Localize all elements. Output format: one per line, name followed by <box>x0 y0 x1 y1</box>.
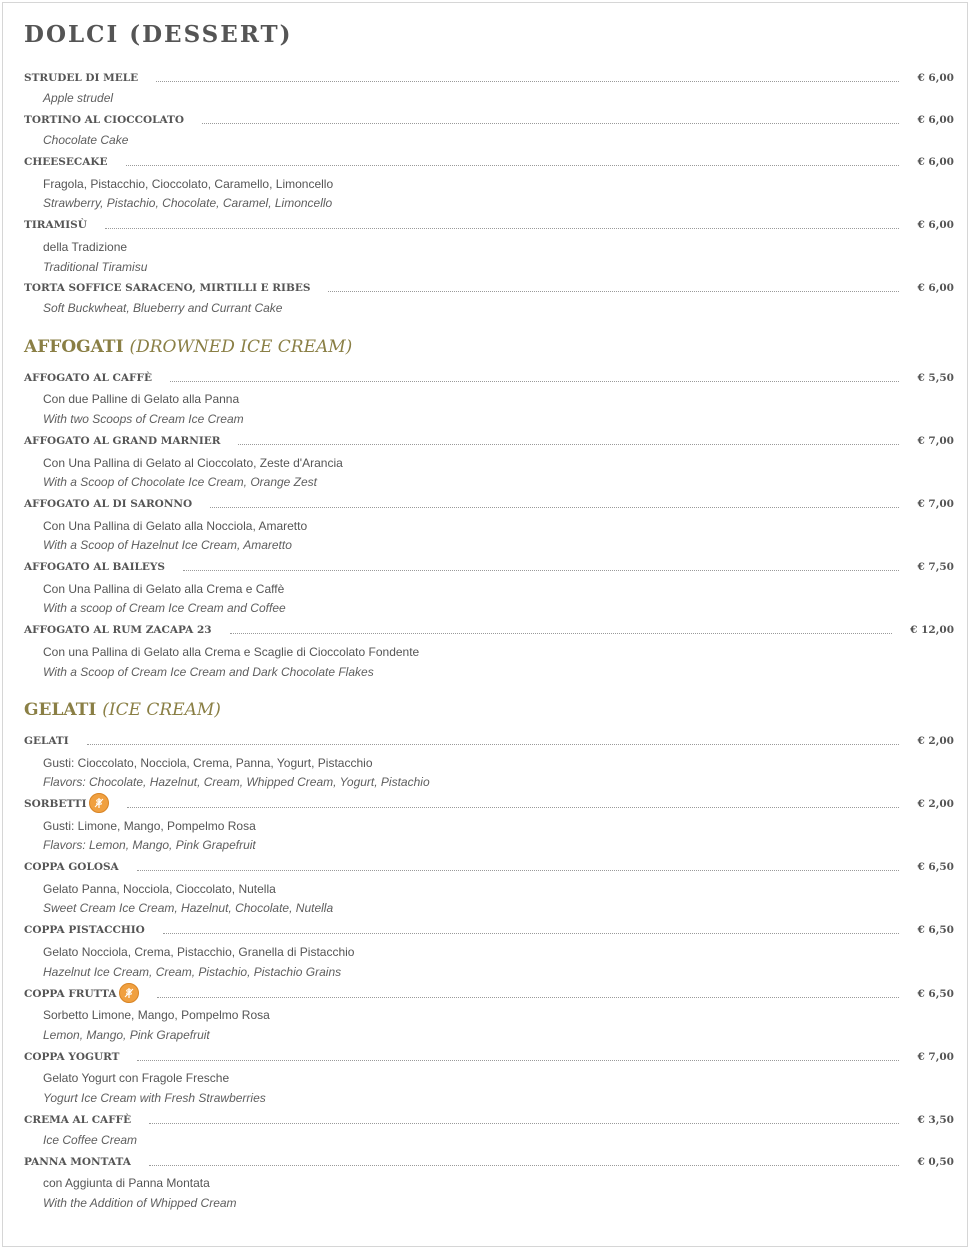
menu-item-crema-caffe <box>24 1111 954 1129</box>
section-title-gelati <box>24 700 221 720</box>
item-name: STRUDEL DI MELE <box>24 72 139 84</box>
menu-item-torta <box>24 279 954 297</box>
item-price: € 7,00 <box>917 1051 954 1063</box>
dot-leader <box>126 165 900 166</box>
item-description-en: With the Addition of Whipped Cream <box>43 1196 237 1210</box>
dot-leader <box>105 228 900 229</box>
dot-leader <box>210 507 899 508</box>
dot-leader <box>137 1060 899 1061</box>
menu-item-gelati <box>24 732 954 750</box>
item-description-en: With a scoop of Cream Ice Cream and Coffee <box>43 601 286 615</box>
menu-item-coppa-golosa <box>24 858 954 876</box>
section-name: GELATI <box>24 700 97 720</box>
menu-page <box>2 2 968 1247</box>
dot-leader <box>127 807 900 808</box>
item-name-wrap <box>24 793 109 815</box>
item-description-en: Soft Buckwheat, Blueberry and Currant Cake <box>43 301 283 315</box>
section-title-affogati <box>24 337 352 357</box>
item-description-it: Con Una Pallina di Gelato alla Nocciola, Amaretto <box>43 519 308 533</box>
dot-leader <box>137 870 900 871</box>
item-description-it: con Aggiunta di Panna Montata <box>43 1176 210 1190</box>
item-name: PANNA MONTATA <box>24 1156 131 1168</box>
item-description-en: Ice Coffee Cream <box>43 1133 138 1147</box>
item-price: € 6,50 <box>917 924 954 936</box>
menu-item-coppa-pistacchio <box>24 921 954 939</box>
dot-leader <box>328 291 899 292</box>
item-price: € 6,00 <box>917 114 954 126</box>
menu-item-coppa-yogurt <box>24 1048 954 1066</box>
item-price: € 0,50 <box>917 1156 954 1168</box>
section-subtitle: (ICE CREAM) <box>102 700 221 720</box>
dot-leader <box>87 744 900 745</box>
item-description-it: Gusti: Cioccolato, Nocciola, Crema, Panna, Yogurt, Pistacchio <box>43 756 373 770</box>
dot-leader <box>149 1165 900 1166</box>
item-name: SORBETTI <box>24 798 87 810</box>
wheat-free-icon <box>119 983 139 1003</box>
dot-leader <box>170 381 899 382</box>
item-price: € 6,50 <box>917 988 954 1000</box>
item-description-en: Traditional Tiramisu <box>43 260 148 274</box>
item-description-en: Strawberry, Pistachio, Chocolate, Caramel, Limoncello <box>43 196 333 210</box>
menu-item-cheesecake <box>24 153 954 171</box>
item-description-it: Fragola, Pistacchio, Cioccolato, Caramello, Limoncello <box>43 177 334 191</box>
item-description-en: Flavors: Chocolate, Hazelnut, Cream, Whipped Cream, Yogurt, Pistachio <box>43 775 430 789</box>
item-description-en: Lemon, Mango, Pink Grapefruit <box>43 1028 210 1042</box>
item-price: € 3,50 <box>917 1114 954 1126</box>
item-description-en: Chocolate Cake <box>43 133 129 147</box>
item-name: COPPA GOLOSA <box>24 861 119 873</box>
item-name: AFFOGATO AL RUM ZACAPA 23 <box>24 624 212 636</box>
wheat-free-icon <box>89 793 109 813</box>
item-name: AFFOGATO AL DI SARONNO <box>24 498 193 510</box>
item-name: AFFOGATO AL BAILEYS <box>24 561 165 573</box>
menu-item-coppa-frutta <box>24 985 954 1003</box>
menu-item-affogato-rum <box>24 621 954 639</box>
item-description-it: Con due Palline di Gelato alla Panna <box>43 392 240 406</box>
item-name: COPPA FRUTTA <box>24 988 117 1000</box>
item-name: CHEESECAKE <box>24 156 108 168</box>
item-description-en: Sweet Cream Ice Cream, Hazelnut, Chocolate, Nutella <box>43 901 334 915</box>
item-price: € 6,50 <box>917 861 954 873</box>
item-name: TORTINO AL CIOCCOLATO <box>24 114 185 126</box>
menu-item-strudel <box>24 69 954 87</box>
item-name: TORTA SOFFICE SARACENO, MIRTILLI E RIBES <box>24 282 311 294</box>
item-price: € 2,00 <box>917 735 954 747</box>
item-price: € 6,00 <box>917 219 954 231</box>
item-price: € 12,00 <box>910 624 954 636</box>
item-description-en: With two Scoops of Cream Ice Cream <box>43 412 244 426</box>
item-description-en: With a Scoop of Cream Ice Cream and Dark Chocolate Flakes <box>43 665 374 679</box>
item-price: € 6,00 <box>917 156 954 168</box>
dot-leader <box>238 444 899 445</box>
menu-item-affogato-baileys <box>24 558 954 576</box>
dot-leader <box>149 1123 899 1124</box>
item-description-it: Con Una Pallina di Gelato al Cioccolato, Zeste d'Arancia <box>43 456 343 470</box>
item-description-it: Gusti: Limone, Mango, Pompelmo Rosa <box>43 819 256 833</box>
item-name: COPPA PISTACCHIO <box>24 924 145 936</box>
item-description-en: Hazelnut Ice Cream, Cream, Pistachio, Pistachio Grains <box>43 965 342 979</box>
dot-leader <box>163 933 900 934</box>
item-name: CREMA AL CAFFÈ <box>24 1114 132 1126</box>
item-name: COPPA YOGURT <box>24 1051 120 1063</box>
section-name: AFFOGATI <box>24 337 124 357</box>
item-description-it: Gelato Panna, Nocciola, Cioccolato, Nutella <box>43 882 276 896</box>
item-description-en: Yogurt Ice Cream with Fresh Strawberries <box>43 1091 266 1105</box>
dot-leader <box>183 570 900 571</box>
item-description-en: With a Scoop of Chocolate Ice Cream, Orange Zest <box>43 475 318 489</box>
item-price: € 7,50 <box>917 561 954 573</box>
item-price: € 6,00 <box>917 72 954 84</box>
item-description-it: Con una Pallina di Gelato alla Crema e Scaglie di Cioccolato Fondente <box>43 645 420 659</box>
item-name: TIRAMISÙ <box>24 219 87 231</box>
item-description-en: Flavors: Lemon, Mango, Pink Grapefruit <box>43 838 256 852</box>
item-description-it: della Tradizione <box>43 240 128 254</box>
dot-leader <box>202 123 899 124</box>
item-name: GELATI <box>24 735 69 747</box>
item-description-en: Apple strudel <box>43 91 114 105</box>
dot-leader <box>156 81 899 82</box>
menu-item-affogato-caffe <box>24 369 954 387</box>
page-title: DOLCI (DESSERT) <box>24 21 293 48</box>
menu-item-affogato-marnier <box>24 432 954 450</box>
menu-item-panna-montata <box>24 1153 954 1171</box>
menu-item-tortino <box>24 111 954 129</box>
section-subtitle: (DROWNED ICE CREAM) <box>129 337 353 357</box>
item-price: € 7,00 <box>917 435 954 447</box>
item-price: € 5,50 <box>917 372 954 384</box>
menu-item-sorbetti <box>24 795 954 813</box>
dot-leader <box>230 633 893 634</box>
item-description-en: With a Scoop of Hazelnut Ice Cream, Amaretto <box>43 538 292 552</box>
item-name-wrap <box>24 983 139 1005</box>
dot-leader <box>157 997 900 998</box>
item-description-it: Con Una Pallina di Gelato alla Crema e Caffè <box>43 582 285 596</box>
item-price: € 6,00 <box>917 282 954 294</box>
item-description-it: Sorbetto Limone, Mango, Pompelmo Rosa <box>43 1008 270 1022</box>
item-description-it: Gelato Yogurt con Fragole Fresche <box>43 1071 230 1085</box>
menu-item-tiramisu <box>24 216 954 234</box>
item-price: € 7,00 <box>917 498 954 510</box>
menu-item-affogato-saronno <box>24 495 954 513</box>
item-price: € 2,00 <box>917 798 954 810</box>
item-name: AFFOGATO AL GRAND MARNIER <box>24 435 221 447</box>
item-name: AFFOGATO AL CAFFÈ <box>24 372 152 384</box>
item-description-it: Gelato Nocciola, Crema, Pistacchio, Granella di Pistacchio <box>43 945 355 959</box>
